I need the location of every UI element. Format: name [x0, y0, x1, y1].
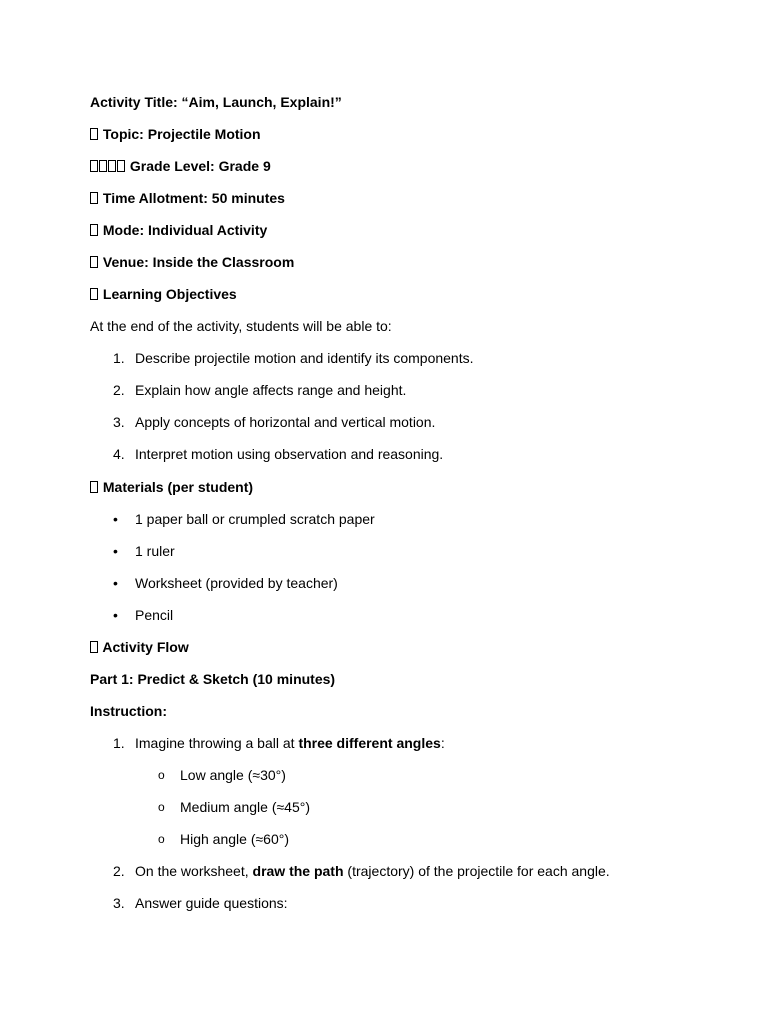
missing-glyph-icon	[117, 160, 125, 172]
instruction-step-2	[135, 862, 610, 880]
missing-glyph-icon	[90, 224, 98, 236]
step-emphasis: draw the path	[252, 863, 344, 879]
missing-glyph-icon	[90, 128, 98, 140]
sub-bullet-icon: o	[158, 768, 165, 782]
missing-glyph-icon	[99, 160, 107, 172]
missing-glyph-icon	[108, 160, 116, 172]
topic-line	[90, 125, 261, 143]
list-number: 1.	[113, 735, 125, 751]
learning-objectives-heading-text: Learning Objectives	[102, 286, 237, 302]
venue-text: Venue: Inside the Classroom	[102, 254, 295, 270]
bullet-icon: •	[113, 575, 118, 591]
bullet-icon: •	[113, 543, 118, 559]
learning-objectives-heading	[90, 285, 237, 303]
step-text: Imagine throwing a ball at	[135, 735, 299, 751]
angle-item: Medium angle (≈45°)	[180, 799, 311, 815]
list-number: 4.	[113, 446, 125, 462]
mode-line	[90, 221, 267, 239]
bullet-icon: •	[113, 511, 118, 527]
list-number: 2.	[113, 863, 125, 879]
missing-glyph-icon	[90, 641, 98, 653]
step-text: (trajectory) of the projectile for each angle.	[343, 863, 610, 879]
time-allotment-line	[90, 189, 285, 207]
material-item: Worksheet (provided by teacher)	[135, 575, 338, 591]
materials-heading-text: Materials (per student)	[102, 479, 254, 495]
activity-title: Activity Title: “Aim, Launch, Explain!”	[90, 94, 342, 110]
missing-glyph-icon	[90, 288, 98, 300]
step-emphasis: three different angles	[298, 735, 441, 751]
missing-glyph-icon	[90, 481, 98, 493]
material-item: Pencil	[135, 607, 174, 623]
material-item: 1 paper ball or crumpled scratch paper	[135, 511, 375, 527]
list-number: 3.	[113, 895, 125, 911]
objective-item: Interpret motion using observation and reasoning.	[135, 446, 444, 462]
missing-glyph-icon	[90, 160, 98, 172]
step-text: On the worksheet,	[135, 863, 253, 879]
missing-glyph-icon	[90, 192, 98, 204]
objectives-intro: At the end of the activity, students will be able to:	[90, 318, 392, 334]
mode-text: Mode: Individual Activity	[102, 222, 268, 238]
list-number: 2.	[113, 382, 125, 398]
grade-level-line	[90, 157, 271, 175]
objective-item: Describe projectile motion and identify its components.	[135, 350, 474, 366]
grade-level-text: Grade Level: Grade 9	[129, 158, 271, 174]
missing-glyph-icon	[90, 256, 98, 268]
instruction-step-1	[135, 734, 445, 752]
bullet-icon: •	[113, 607, 118, 623]
part1-heading: Part 1: Predict & Sketch (10 minutes)	[90, 671, 336, 687]
material-item: 1 ruler	[135, 543, 175, 559]
activity-flow-heading-text: Activity Flow	[102, 639, 189, 655]
instruction-label: Instruction:	[90, 703, 167, 719]
angle-item: High angle (≈60°)	[180, 831, 290, 847]
venue-line	[90, 253, 294, 271]
step-text: :	[440, 735, 445, 751]
angle-item: Low angle (≈30°)	[180, 767, 286, 783]
objective-item: Apply concepts of horizontal and vertical motion.	[135, 414, 436, 430]
objective-item: Explain how angle affects range and height.	[135, 382, 407, 398]
sub-bullet-icon: o	[158, 832, 165, 846]
sub-bullet-icon: o	[158, 800, 165, 814]
materials-heading	[90, 478, 253, 496]
time-allotment-text: Time Allotment: 50 minutes	[102, 190, 285, 206]
activity-flow-heading	[90, 638, 189, 656]
topic-text: Topic: Projectile Motion	[102, 126, 261, 142]
list-number: 3.	[113, 414, 125, 430]
list-number: 1.	[113, 350, 125, 366]
instruction-step-3: Answer guide questions:	[135, 895, 288, 911]
